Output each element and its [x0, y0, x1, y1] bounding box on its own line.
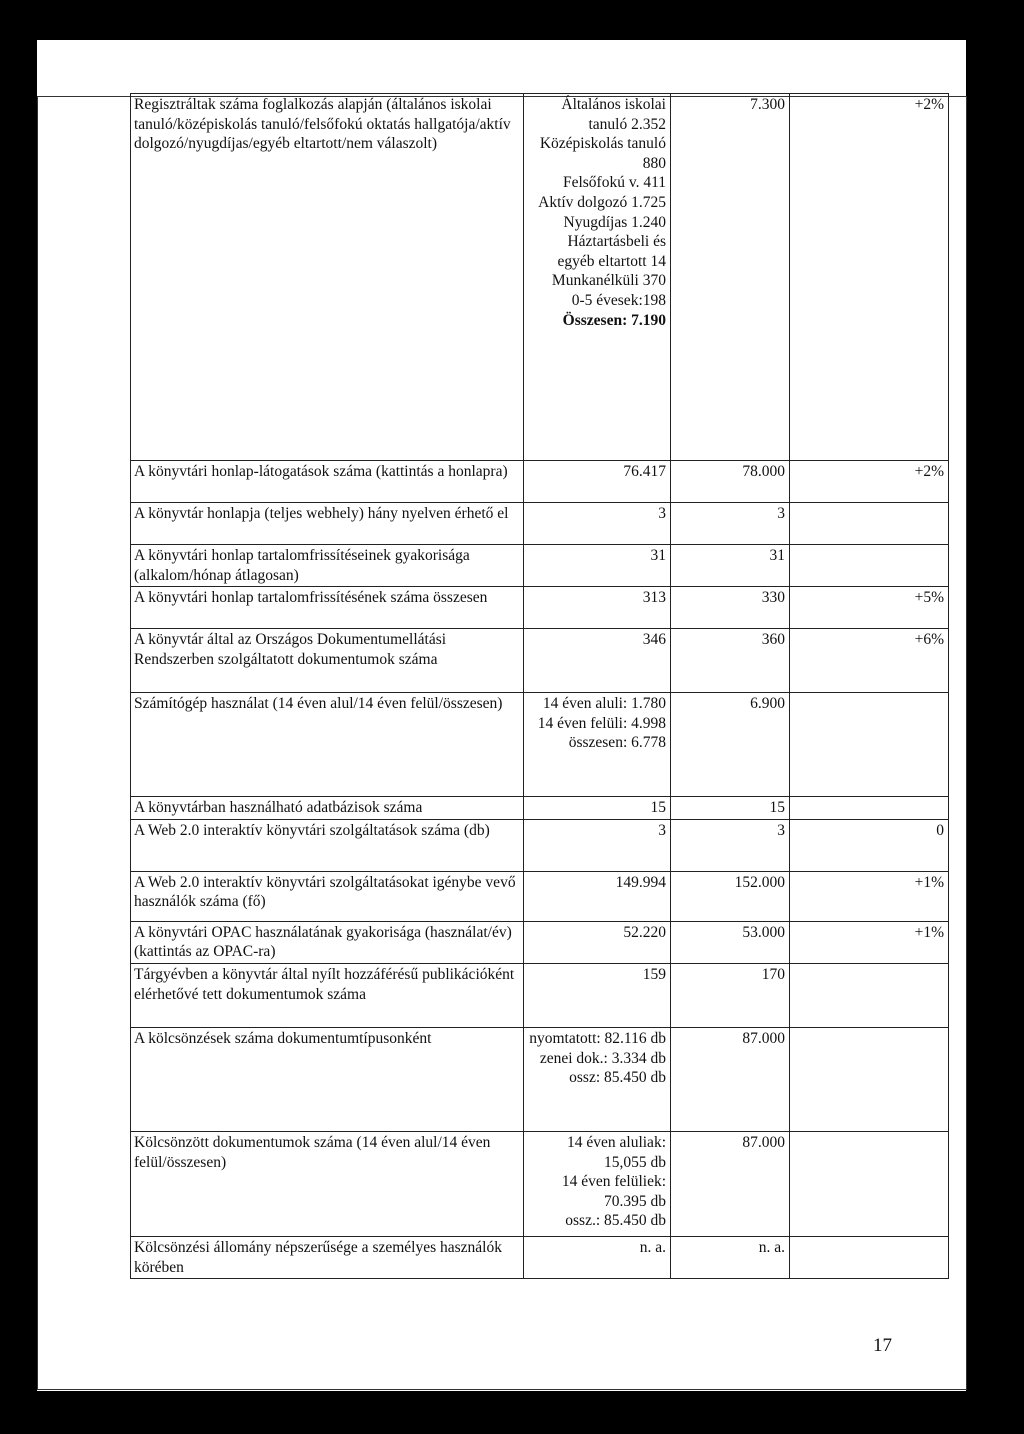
row-label: A Web 2.0 interaktív könyvtári szolgáltatások száma (db)	[131, 819, 524, 871]
table-row	[131, 629, 949, 693]
table-row	[131, 94, 949, 461]
value-line: 14 éven felüliek: 70.395 db	[561, 1173, 666, 1210]
row-label: A könyvtári honlap-látogatások száma (kattintás a honlapra)	[131, 461, 524, 503]
row-value-2: 76.417	[524, 461, 671, 503]
table-row	[131, 503, 949, 545]
row-value-2: 159	[524, 963, 671, 1027]
row-value-2	[524, 693, 671, 797]
row-value-3: 6.900	[671, 693, 790, 797]
row-label: A könyvtári honlap tartalomfrissítéseinek gyakorisága (alkalom/hónap átlagosan)	[131, 545, 524, 587]
value-line: zenei dok.: 3.334 db	[539, 1049, 666, 1067]
row-value-2	[524, 1131, 671, 1236]
row-value-3: 15	[671, 797, 790, 820]
row-label: A Web 2.0 interaktív könyvtári szolgáltatásokat igénybe vevő használók száma (fő)	[131, 871, 524, 921]
row-value-2: 3	[524, 503, 671, 545]
row-value-2: 52.220	[524, 921, 671, 963]
table-row	[131, 1236, 949, 1278]
page-number: 17	[873, 1335, 892, 1356]
row-value-3: 170	[671, 963, 790, 1027]
row-value-2: 15	[524, 797, 671, 820]
row-value-3: 53.000	[671, 921, 790, 963]
row-value-3: n. a.	[671, 1236, 790, 1278]
table-row	[131, 871, 949, 921]
value-line: Felsőfokú v. 411	[562, 174, 666, 192]
row-value-4: +2%	[790, 461, 949, 503]
row-value-2: 313	[524, 587, 671, 629]
row-value-4: +1%	[790, 921, 949, 963]
value-line: ossz.: 85.450 db	[565, 1212, 666, 1230]
row-label: A könyvtárban használható adatbázisok száma	[131, 797, 524, 820]
row-value-4: +1%	[790, 871, 949, 921]
value-line: 0-5 évesek:198	[571, 291, 666, 309]
value-line: Munkanélküli 370	[551, 272, 666, 290]
value-line: Nyugdíjas 1.240	[563, 213, 666, 231]
table-row	[131, 921, 949, 963]
table-row	[131, 1027, 949, 1131]
row-value-4	[790, 1027, 949, 1131]
row-value-3: 3	[671, 819, 790, 871]
row-value-2: 346	[524, 629, 671, 693]
table-row	[131, 819, 949, 871]
row-value-4	[790, 693, 949, 797]
row-value-4	[790, 503, 949, 545]
row-value-3: 78.000	[671, 461, 790, 503]
row-value-3: 3	[671, 503, 790, 545]
row-label: Kölcsönzött dokumentumok száma (14 éven alul/14 éven felül/összesen)	[131, 1131, 524, 1236]
table-row	[131, 461, 949, 503]
row-value-3: 152.000	[671, 871, 790, 921]
table-row	[131, 693, 949, 797]
row-label: Regisztráltak száma foglalkozás alapján (általános iskolai tanuló/középiskolás tanuló/felsőfokú oktatás hallgatója/aktív dolgozó/nyugdíjas/egyéb eltartott/nem válaszolt)	[131, 94, 524, 461]
row-label: A könyvtár által az Országos Dokumentumellátási Rendszerben szolgáltatott dokumentumok száma	[131, 629, 524, 693]
row-value-4	[790, 1131, 949, 1236]
table-row	[131, 545, 949, 587]
value-line: nyomtatott: 82.116 db	[529, 1029, 666, 1047]
row-value-2: 149.994	[524, 871, 671, 921]
row-value-3: 87.000	[671, 1131, 790, 1236]
row-label: Tárgyévben a könyvtár által nyílt hozzáférésű publikációként elérhetővé tett dokumentumok száma	[131, 963, 524, 1027]
row-value-4	[790, 797, 949, 820]
row-value-4: +2%	[790, 94, 949, 461]
row-value-2	[524, 94, 671, 461]
row-value-4: +6%	[790, 629, 949, 693]
row-value-3: 7.300	[671, 94, 790, 461]
table-row	[131, 587, 949, 629]
value-line: 14 éven aluliak: 15,055 db	[567, 1133, 666, 1171]
row-value-3: 330	[671, 587, 790, 629]
row-value-4	[790, 963, 949, 1027]
row-label: A könyvtár honlapja (teljes webhely) hány nyelven érhető el	[131, 503, 524, 545]
row-value-2	[524, 1027, 671, 1131]
value-line: összesen: 6.778	[568, 734, 666, 752]
row-label: Kölcsönzési állomány népszerűsége a személyes használók körében	[131, 1236, 524, 1278]
value-line: Középiskolás tanuló 880	[539, 135, 666, 172]
row-label: Számítógép használat (14 éven alul/14 éven felül/összesen)	[131, 693, 524, 797]
row-value-3: 31	[671, 545, 790, 587]
row-label: A könyvtári honlap tartalomfrissítésének száma összesen	[131, 587, 524, 629]
value-line: 14 éven aluli: 1.780	[542, 695, 666, 713]
row-value-4: 0	[790, 819, 949, 871]
value-line: Háztartásbeli és egyéb eltartott 14	[557, 233, 666, 270]
document-page	[37, 40, 966, 1391]
row-value-2: 3	[524, 819, 671, 871]
value-line: Általános iskolai tanuló 2.352	[561, 96, 666, 133]
value-line: Aktív dolgozó 1.725	[538, 193, 666, 211]
statistics-table	[130, 93, 949, 1279]
row-value-3: 360	[671, 629, 790, 693]
row-value-3: 87.000	[671, 1027, 790, 1131]
row-value-4	[790, 545, 949, 587]
row-value-4	[790, 1236, 949, 1278]
value-line: 14 éven felüli: 4.998	[537, 714, 666, 732]
row-value-2: n. a.	[524, 1236, 671, 1278]
row-label: A kölcsönzések száma dokumentumtípusonként	[131, 1027, 524, 1131]
value-line: ossz: 85.450 db	[569, 1069, 666, 1087]
row-label: A könyvtári OPAC használatának gyakorisága (használat/év) (kattintás az OPAC-ra)	[131, 921, 524, 963]
table-row	[131, 797, 949, 820]
row-value-4: +5%	[790, 587, 949, 629]
table-row	[131, 1131, 949, 1236]
value-total: Összesen: 7.190	[562, 311, 666, 329]
row-value-2: 31	[524, 545, 671, 587]
table-row	[131, 963, 949, 1027]
